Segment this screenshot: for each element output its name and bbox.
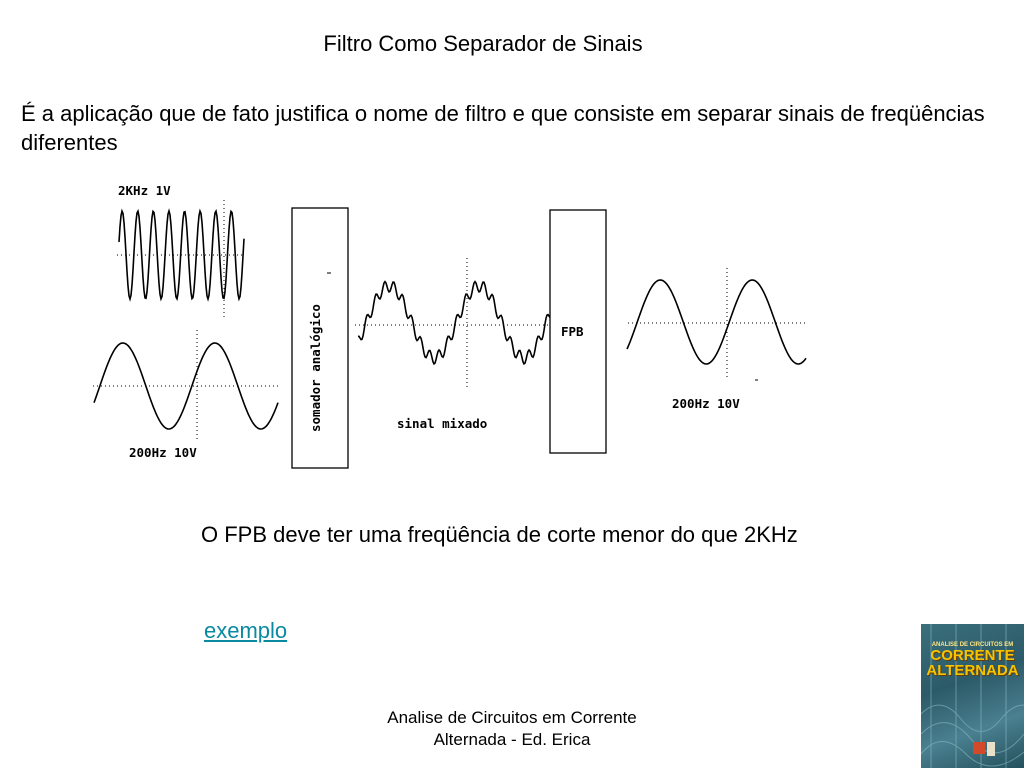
conclusion-text: O FPB deve ter uma freqüência de corte menor do que 2KHz	[201, 522, 798, 547]
adder-label: somador analógico	[308, 304, 323, 432]
output-label: 200Hz 10V	[672, 396, 740, 411]
waveform-mixed	[358, 282, 550, 364]
book-cover-title-line-1: CORRENTE	[930, 647, 1015, 664]
book-cover-image	[921, 624, 1024, 768]
footer-citation	[330, 707, 694, 751]
footer-line-2: Alternada - Ed. Erica	[433, 730, 591, 749]
input-low-label: 200Hz 10V	[129, 445, 197, 460]
book-cover-subtitle: ANALISE DE CIRCUITOS EM	[931, 642, 1014, 648]
book-cover-title	[925, 642, 1020, 690]
intro-paragraph: É a aplicação que de fato justifica o nome de filtro e que consiste em separar sinais de freqüências diferentes	[21, 101, 985, 155]
mixed-signal-label: sinal mixado	[397, 416, 488, 431]
footer-line-1: Analise de Circuitos em Corrente	[387, 708, 637, 727]
waveform-200hz-output	[627, 280, 806, 364]
slide-title: Filtro Como Separador de Sinais	[323, 31, 643, 56]
input-high-label: 2KHz 1V	[118, 183, 171, 198]
example-link[interactable]: exemplo	[204, 618, 288, 643]
filter-label: FPB	[561, 324, 584, 339]
book-cover-title-line-2: ALTERNADA	[926, 662, 1019, 679]
signal-separation-diagram	[0, 170, 820, 480]
